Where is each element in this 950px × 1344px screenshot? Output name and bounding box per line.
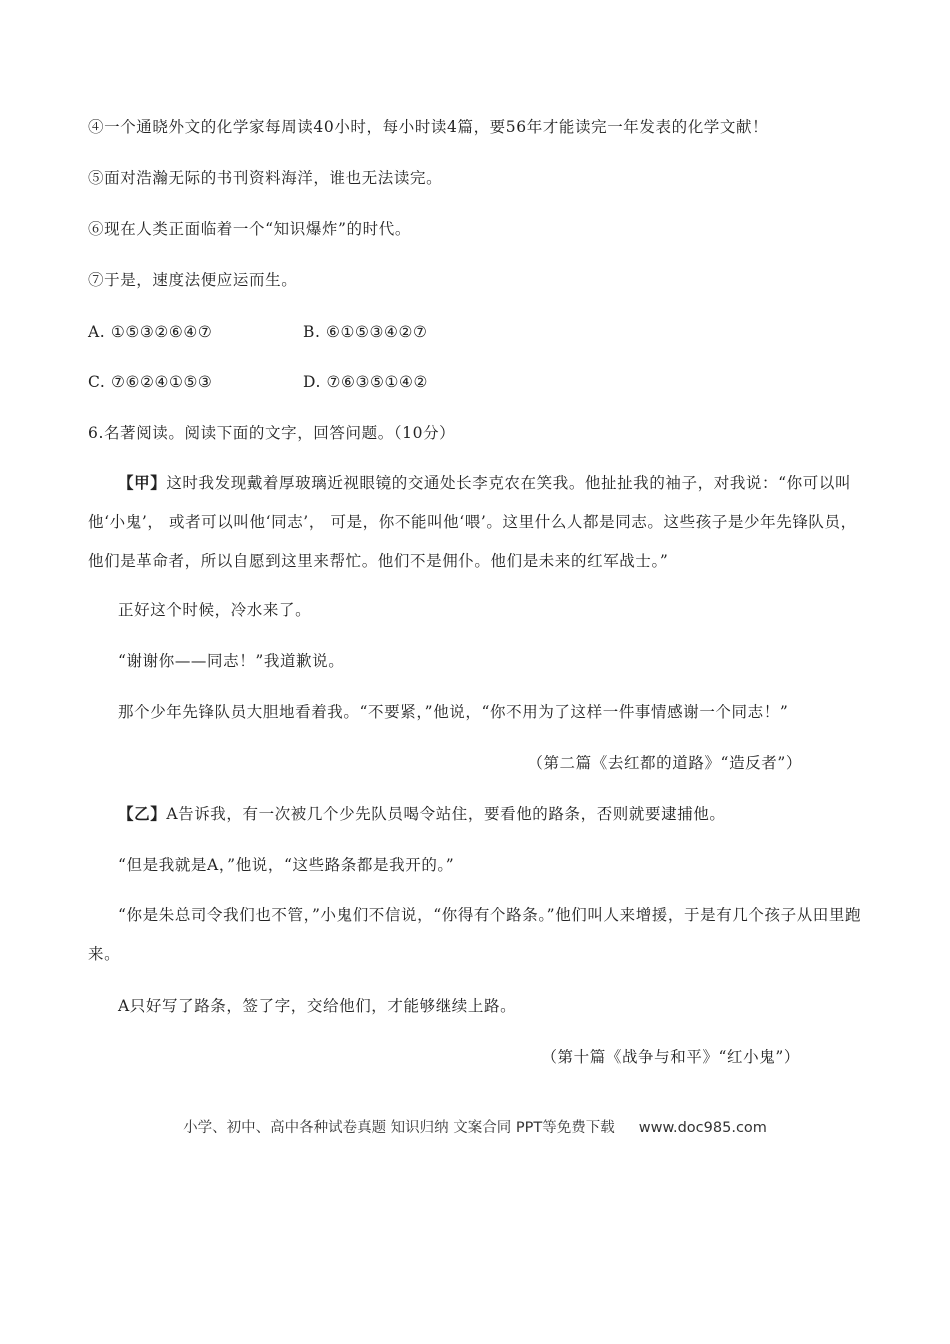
passage-jia-mark: 【甲】 [118,473,167,492]
passage-jia-paragraph-3: “谢谢你——同志！”我道歉说。 [118,652,345,670]
passage-yi-text: A告诉我，有一次被几个少先队员喝令站住，要看他的路条，否则就要逮捕他。 [166,805,726,823]
footer-url[interactable]: www.doc985.com [638,1120,767,1136]
sentence-item-4: ④一个通晓外文的化学家每周读40小时，每小时读4篇，要56年才能读完一年发表的化学文献！ [88,118,769,136]
passage-jia-text: 这时我发现戴着厚玻璃近视眼镜的交通处长李克农在笑我。他扯扯我的袖子，对我说：“你可以叫他‘小鬼’， 或者可以叫他‘同志’， 可是，你不能叫他‘喂’。这里什么人都是同志。这些孩子是少年先锋队员，他们是革命者，所以自愿到这里来帮忙。他们不是佣仆。他们是未来的红军战士。” [88,474,857,570]
passage-yi-paragraph-4: A只好写了路条，签了字，交给他们，才能够继续上路。 [118,997,517,1015]
passage-yi-paragraph-2: “但是我就是A，”他说，“这些路条都是我开的。” [118,856,455,874]
passage-yi-source: （第十篇《战争与和平》“红小鬼”） [541,1048,800,1066]
option-c: C. ⑦⑥②④①⑤③ [88,373,213,391]
footer-text: 小学、初中、高中各种试卷真题 知识归纳 文案合同 PPT等免费下载 [183,1120,615,1136]
option-b: B. ⑥①⑤③④②⑦ [303,323,428,341]
passage-jia-paragraph-1 [88,463,864,581]
passage-jia-source: （第二篇《去红都的道路》“造反者”） [527,754,802,772]
sentence-item-7: ⑦于是，速度法便应运而生。 [88,271,298,289]
passage-yi-paragraph-3: “你是朱总司令我们也不管，”小鬼们不信说，“你得有个路条。”他们叫人来增援，于是有几个孩子从田里跑来。 [88,906,862,963]
passage-yi-mark: 【乙】 [118,804,167,823]
sentence-item-5: ⑤面对浩瀚无际的书刊资料海洋，谁也无法读完。 [88,169,443,187]
page-footer [0,1116,950,1137]
question-6-title: 6.名著阅读。阅读下面的文字，回答问题。（10分） [88,424,456,442]
option-d: D. ⑦⑥③⑤①④② [303,373,428,391]
sentence-item-6: ⑥现在人类正面临着一个“知识爆炸”的时代。 [88,220,411,238]
option-a: A. ①⑤③②⑥④⑦ [88,323,213,341]
passage-jia-paragraph-2: 正好这个时候，冷水来了。 [118,601,312,619]
passage-jia-paragraph-4: 那个少年先锋队员大胆地看着我。“不要紧，”他说，“你不用为了这样一件事情感谢一个同志！” [118,703,789,721]
passage-yi-paragraph-1 [118,804,726,824]
